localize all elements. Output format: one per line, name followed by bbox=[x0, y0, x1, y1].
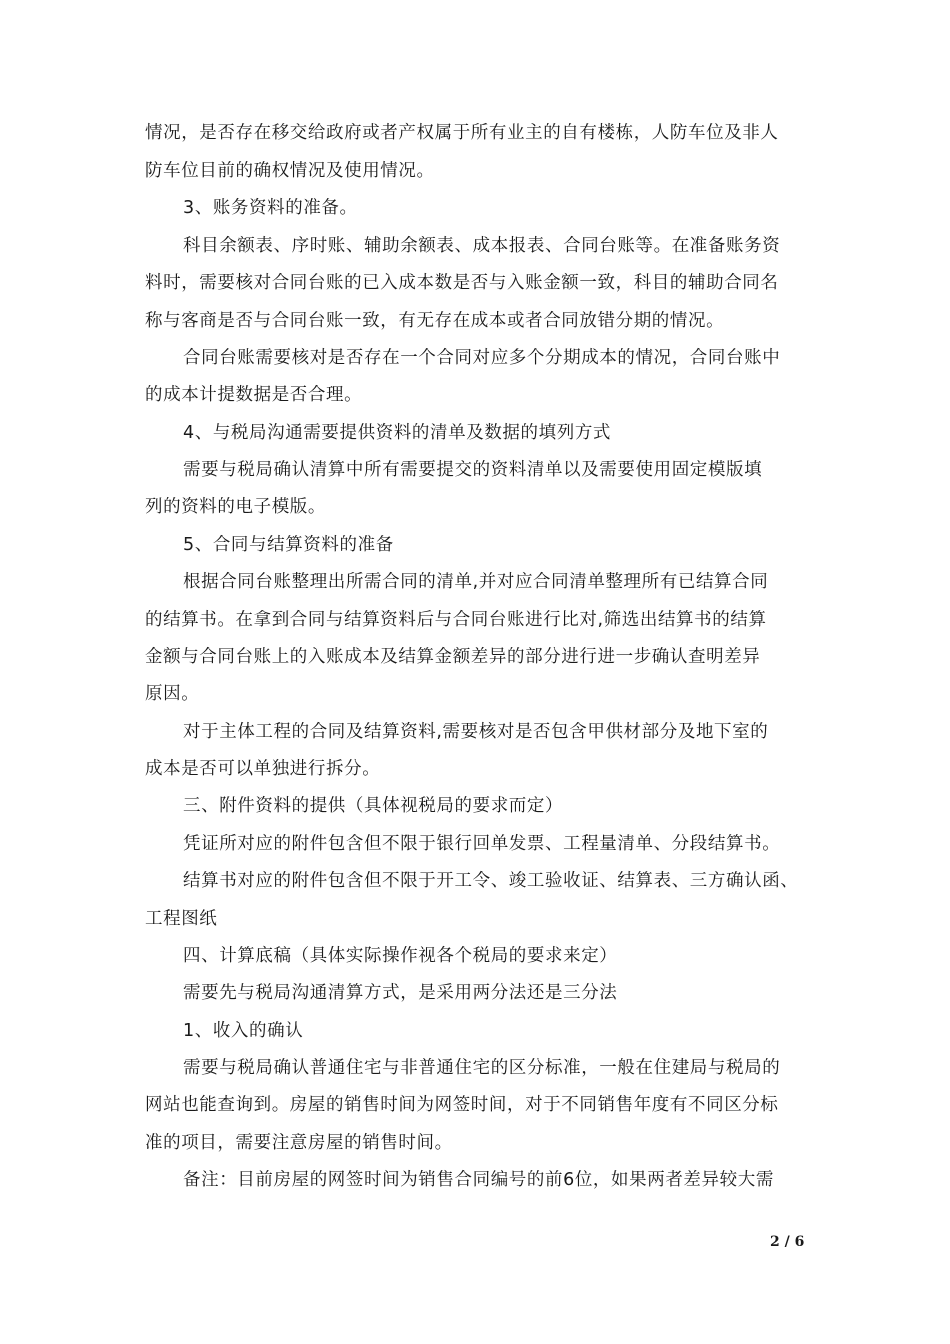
text-line: 合同台账需要核对是否存在一个合同对应多个分期成本的情况，合同台账中 bbox=[183, 348, 781, 368]
text-line: 的结算书。在拿到合同与结算资料后与合同台账进行比对,筛选出结算书的结算 bbox=[145, 610, 767, 630]
text-line: 结算书对应的附件包含但不限于开工令、竣工验收证、结算表、三方确认函、 bbox=[183, 871, 799, 891]
text-line: 成本是否可以单独进行拆分。 bbox=[145, 759, 381, 779]
text-line: 根据合同台账整理出所需合同的清单,并对应合同清单整理所有已结算合同 bbox=[183, 572, 769, 592]
text-line: 网站也能查询到。房屋的销售时间为网签时间，对于不同销售年度有不同区分标 bbox=[145, 1095, 779, 1115]
text-line: 备注：目前房屋的网签时间为销售合同编号的前6位，如果两者差异较大需 bbox=[183, 1170, 774, 1190]
text-line: 工程图纸 bbox=[145, 909, 218, 929]
text-line: 科目余额表、序时账、辅助余额表、成本报表、合同台账等。在准备账务资 bbox=[183, 236, 781, 256]
text-line: 原因。 bbox=[145, 684, 200, 704]
page-number: 2 / 6 bbox=[770, 1234, 805, 1250]
text-line: 准的项目，需要注意房屋的销售时间。 bbox=[145, 1133, 453, 1153]
text-line: 的成本计提数据是否合理。 bbox=[145, 385, 363, 405]
text-line: 四、计算底稿（具体实际操作视各个税局的要求来定） bbox=[183, 946, 618, 966]
text-line: 列的资料的电子模版。 bbox=[145, 497, 326, 517]
text-line: 1、收入的确认 bbox=[183, 1021, 304, 1041]
text-line: 对于主体工程的合同及结算资料,需要核对是否包含甲供材部分及地下室的 bbox=[183, 722, 769, 742]
text-line: 凭证所对应的附件包含但不限于银行回单发票、工程量清单、分段结算书。 bbox=[183, 834, 781, 854]
text-line: 需要与税局确认清算中所有需要提交的资料清单以及需要使用固定模版填 bbox=[183, 460, 763, 480]
text-line: 需要先与税局沟通清算方式，是采用两分法还是三分法 bbox=[183, 983, 618, 1003]
text-line: 需要与税局确认普通住宅与非普通住宅的区分标准，一般在住建局与税局的 bbox=[183, 1058, 781, 1078]
text-line: 称与客商是否与合同台账一致，有无存在成本或者合同放错分期的情况。 bbox=[145, 311, 725, 331]
text-line: 情况，是否存在移交给政府或者产权属于所有业主的自有楼栋，人防车位及非人 bbox=[145, 123, 779, 143]
text-line: 防车位目前的确权情况及使用情况。 bbox=[145, 161, 435, 181]
text-line: 4、与税局沟通需要提供资料的清单及数据的填列方式 bbox=[183, 423, 612, 443]
text-line: 三、附件资料的提供（具体视税局的要求而定） bbox=[183, 796, 564, 816]
text-line: 金额与合同台账上的入账成本及结算金额差异的部分进行进一步确认查明差异 bbox=[145, 647, 761, 667]
text-line: 5、合同与结算资料的准备 bbox=[183, 535, 394, 555]
text-line: 3、账务资料的准备。 bbox=[183, 198, 358, 218]
text-line: 料时，需要核对合同台账的已入成本数是否与入账金额一致，科目的辅助合同名 bbox=[145, 273, 779, 293]
